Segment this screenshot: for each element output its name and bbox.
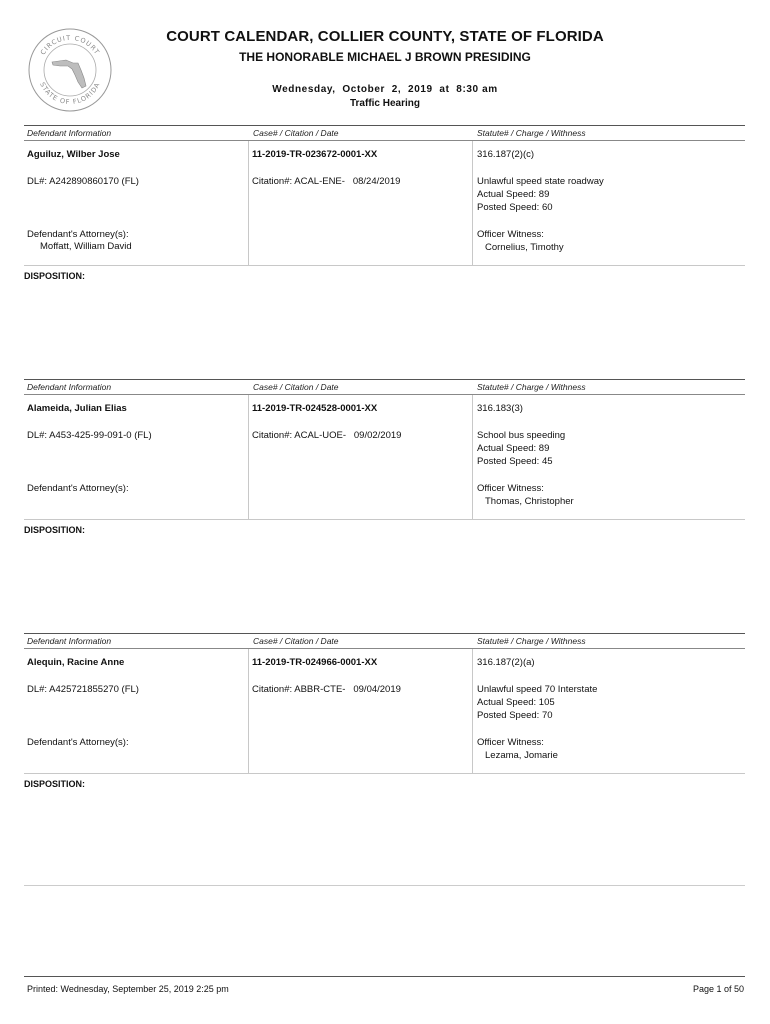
attorney-label: Defendant's Attorney(s): xyxy=(27,737,129,748)
drivers-license: DL#: A242890860170 (FL) xyxy=(27,176,139,187)
case-number: 11-2019-TR-023672-0001-XX xyxy=(252,149,378,160)
hearing-type: Traffic Hearing xyxy=(349,98,421,109)
charge-description: Unlawful speed 70 Interstate xyxy=(477,684,598,695)
page-number: Page 1 of 50 xyxy=(692,984,744,994)
column-divider xyxy=(472,649,473,773)
charge-description: School bus speeding xyxy=(477,430,566,441)
disposition-label: DISPOSITION: xyxy=(24,271,86,281)
divider xyxy=(24,633,745,634)
column-header-case: Case# / Citation / Date xyxy=(253,128,339,138)
divider xyxy=(24,773,745,774)
presiding-judge: THE HONORABLE MICHAEL J BROWN PRESIDING xyxy=(239,50,531,64)
seal-text-top: CIRCUIT COURT xyxy=(38,33,102,57)
attorney-name: Moffatt, William David xyxy=(40,241,132,252)
officer-name: Cornelius, Timothy xyxy=(485,242,564,253)
posted-speed: Posted Speed: 70 xyxy=(477,710,553,721)
disposition-label: DISPOSITION: xyxy=(24,779,86,789)
divider xyxy=(24,265,745,266)
attorney-label: Defendant's Attorney(s): xyxy=(27,483,129,494)
attorney-label: Defendant's Attorney(s): xyxy=(27,229,129,240)
column-header-defendant: Defendant Information xyxy=(27,636,112,646)
actual-speed: Actual Speed: 89 xyxy=(477,189,550,200)
drivers-license: DL#: A453-425-99-091-0 (FL) xyxy=(27,430,152,441)
column-header-defendant: Defendant Information xyxy=(27,382,112,392)
hearing-date: Wednesday, October 2, 2019 at 8:30 am xyxy=(272,84,498,95)
divider xyxy=(24,379,745,380)
column-header-case: Case# / Citation / Date xyxy=(253,382,339,392)
divider xyxy=(24,394,745,395)
case-number: 11-2019-TR-024528-0001-XX xyxy=(252,403,378,414)
seal-text-bottom: STATE OF FLORIDA xyxy=(38,80,102,107)
officer-label: Officer Witness: xyxy=(477,483,544,494)
defendant-name: Alequin, Racine Anne xyxy=(27,657,125,668)
divider xyxy=(24,140,745,141)
posted-speed: Posted Speed: 60 xyxy=(477,202,553,213)
statute-number: 316.183(3) xyxy=(477,403,523,414)
page-title: COURT CALENDAR, COLLIER COUNTY, STATE OF FLORIDA xyxy=(166,28,604,45)
printed-timestamp: Printed: Wednesday, September 25, 2019 2:25 pm xyxy=(27,984,229,994)
drivers-license: DL#: A425721855270 (FL) xyxy=(27,684,139,695)
defendant-name: Aguiluz, Wilber Jose xyxy=(27,149,120,160)
officer-label: Officer Witness: xyxy=(477,737,544,748)
citation-number: Citation#: ABBR-CTE- 09/04/2019 xyxy=(252,684,401,695)
citation-number: Citation#: ACAL-ENE- 08/24/2019 xyxy=(252,176,401,187)
posted-speed: Posted Speed: 45 xyxy=(477,456,553,467)
divider xyxy=(24,519,745,520)
column-divider xyxy=(248,141,249,265)
divider xyxy=(24,125,745,126)
calendar-record xyxy=(24,379,745,633)
column-divider xyxy=(248,649,249,773)
divider xyxy=(24,648,745,649)
calendar-record xyxy=(24,633,745,887)
disposition-label: DISPOSITION: xyxy=(24,525,86,535)
case-number: 11-2019-TR-024966-0001-XX xyxy=(252,657,378,668)
statute-number: 316.187(2)(a) xyxy=(477,657,535,668)
footer-divider xyxy=(24,976,745,977)
officer-name: Thomas, Christopher xyxy=(485,496,574,507)
column-header-case: Case# / Citation / Date xyxy=(253,636,339,646)
defendant-name: Alameida, Julian Elias xyxy=(27,403,127,414)
officer-label: Officer Witness: xyxy=(477,229,544,240)
column-divider xyxy=(472,141,473,265)
actual-speed: Actual Speed: 105 xyxy=(477,697,555,708)
officer-name: Lezama, Jomarie xyxy=(485,750,558,761)
divider xyxy=(24,885,745,886)
column-header-defendant: Defendant Information xyxy=(27,128,112,138)
column-divider xyxy=(472,395,473,519)
charge-description: Unlawful speed state roadway xyxy=(477,176,604,187)
calendar-record xyxy=(24,125,745,379)
column-divider xyxy=(248,395,249,519)
column-header-statute: Statute# / Charge / Withness xyxy=(477,382,586,392)
column-header-statute: Statute# / Charge / Withness xyxy=(477,636,586,646)
citation-number: Citation#: ACAL-UOE- 09/02/2019 xyxy=(252,430,402,441)
column-header-statute: Statute# / Charge / Withness xyxy=(477,128,586,138)
statute-number: 316.187(2)(c) xyxy=(477,149,535,160)
actual-speed: Actual Speed: 89 xyxy=(477,443,550,454)
